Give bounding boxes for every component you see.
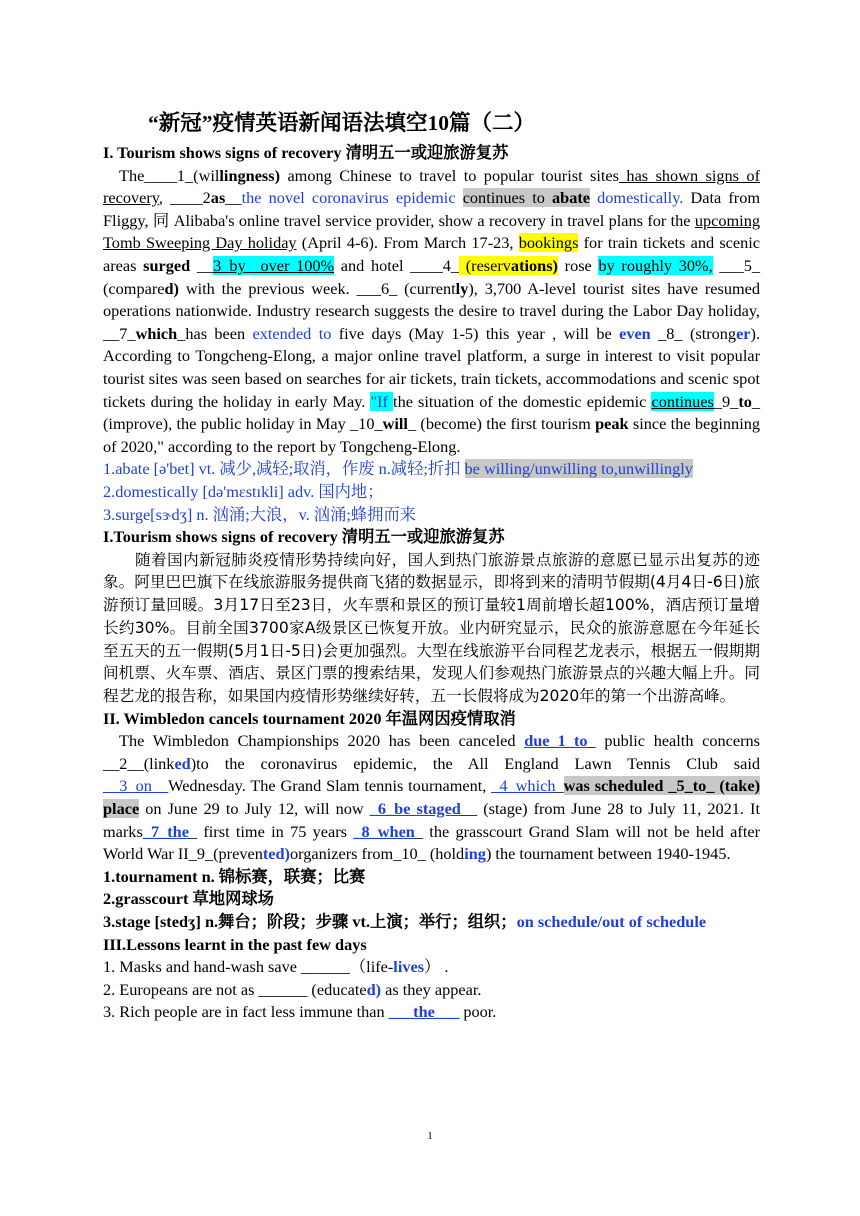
- list-item: 3. Rich people are in fact less immune than ___the___ poor.: [103, 1002, 497, 1022]
- section-1-heading: I. Tourism shows signs of recovery 清明五一或迎旅游复苏: [103, 143, 509, 162]
- page-number: 1: [427, 1130, 433, 1142]
- section-1-translation: 随着国内新冠肺炎疫情形势持续向好，国人到热门旅游景点旅游的意愿已显示出复苏的迹象。阿里巴巴旗下在线旅游服务提供商飞猪的数据显示，即将到来的清明节假期(4月4日-6日)旅游预订量回暖。3月17日至23日，火车票和景区的预订量较1周前增长超100%，酒店预订量增长约30%。目前全国3700家A级景区已恢复开放。业内研究显示，民众的旅游意愿在今年延长至五天的五一假期(5月1日-5日)会更加强烈。大型在线旅游平台同程艺龙表示，根据五一假期期间机票、火车票、酒店、景区门票的搜索结果，发现人们参观热门旅游景点的兴趣大幅上升。同程艺龙的报告称，如果国内疫情形势继续好转，五一长假将成为2020年的第一个出游高峰。: [103, 550, 760, 705]
- section-2-heading: II. Wimbledon cancels tournament 2020 年温网因疫情取消: [103, 708, 516, 728]
- section-1-passage: The____1_(willingness) among Chinese to travel to popular tourist sites has shown signs of recovery, ____2as__the novel coronavirus epidemic continues to abate domestically. Data from Fliggy, 同 Alibaba's online travel service provider, show a recovery in travel plans for the upcoming Tomb Sweeping Day holiday (April 4-6). From March 17-23, bookings for train tickets and scenic areas surged __3_by_ over 100% and hotel ____4_ (reservations) rose by roughly 30%, ___5_ (compared) with the previous week. ___6_ (currently), 3,700 A-level tourist sites have resumed operations nationwide. Industry research suggests the desire to travel during the Labor Day holiday, __7_which_has been extended to five days (May 1-5) this year , will be even _8_ (stronger). According to Tongcheng-Elong, a major online travel platform, a surge in interest to visit popular tourist sites was seen based on searches for air tickets, train tickets, accommodations and scenic spot tickets during the holiday in early May. "If the situation of the domestic epidemic continues_9_to_ (improve), the public holiday in May _10_will_ (become) the first tourism peak since the beginning of 2020," according to the report by Tongcheng-Elong.: [103, 165, 761, 456]
- vocab-abate: 1.abate [ə'bet] vt. 减少,减轻;取消，作废 n.减轻;折扣 be willing/unwilling to,unwillingly: [103, 459, 693, 479]
- vocab-stage: 3.stage [stedʒ] n.舞台；阶段；步骤 vt.上演；举行；组织；on schedule/out of schedule: [103, 911, 707, 931]
- vocab-grasscourt: 2.grasscourt 草地网球场: [103, 889, 274, 909]
- vocab-surge: 3.surge[sɝdʒ] n. 汹涌;大浪，v. 汹涌;蜂拥而来: [103, 504, 417, 524]
- section-1-cn-heading: I.Tourism shows signs of recovery 清明五一或迎旅游复苏: [103, 527, 505, 547]
- section-2-passage: The Wimbledon Championships 2020 has been canceled due_1_to_ public health concerns __2__(linked)to the coronavirus epidemic, the All England Lawn Tennis Club said __3_on__Wednesday. The Grand Slam tennis tournament, _4_which_was scheduled _5_to_ (take) place on June 29 to July 12, will now _6_be staged__ (stage) from June 28 to July 11, 2021. It marks_7_the_ first time in 75 years _8_when_ the grasscourt Grand Slam will not be held after World War II_9_(prevented)organizers from_10_ (holding) the tournament between 1940-1945.: [103, 731, 761, 864]
- section-3-heading: III.Lessons learnt in the past few days: [103, 934, 367, 954]
- page-title: “新冠”疫情英语新闻语法填空10篇（二）: [148, 111, 536, 135]
- list-item: 1. Masks and hand-wash save ______（life-lives） .: [103, 957, 449, 977]
- list-item: 2. Europeans are not as ______ (educated) as they appear.: [103, 979, 482, 999]
- document-body: [103, 108, 760, 1024]
- vocab-domestically: 2.domestically [də'mɛstɪkli] adv. 国内地；: [103, 481, 384, 501]
- vocab-tournament: 1.tournament n. 锦标赛，联赛；比赛: [103, 866, 366, 886]
